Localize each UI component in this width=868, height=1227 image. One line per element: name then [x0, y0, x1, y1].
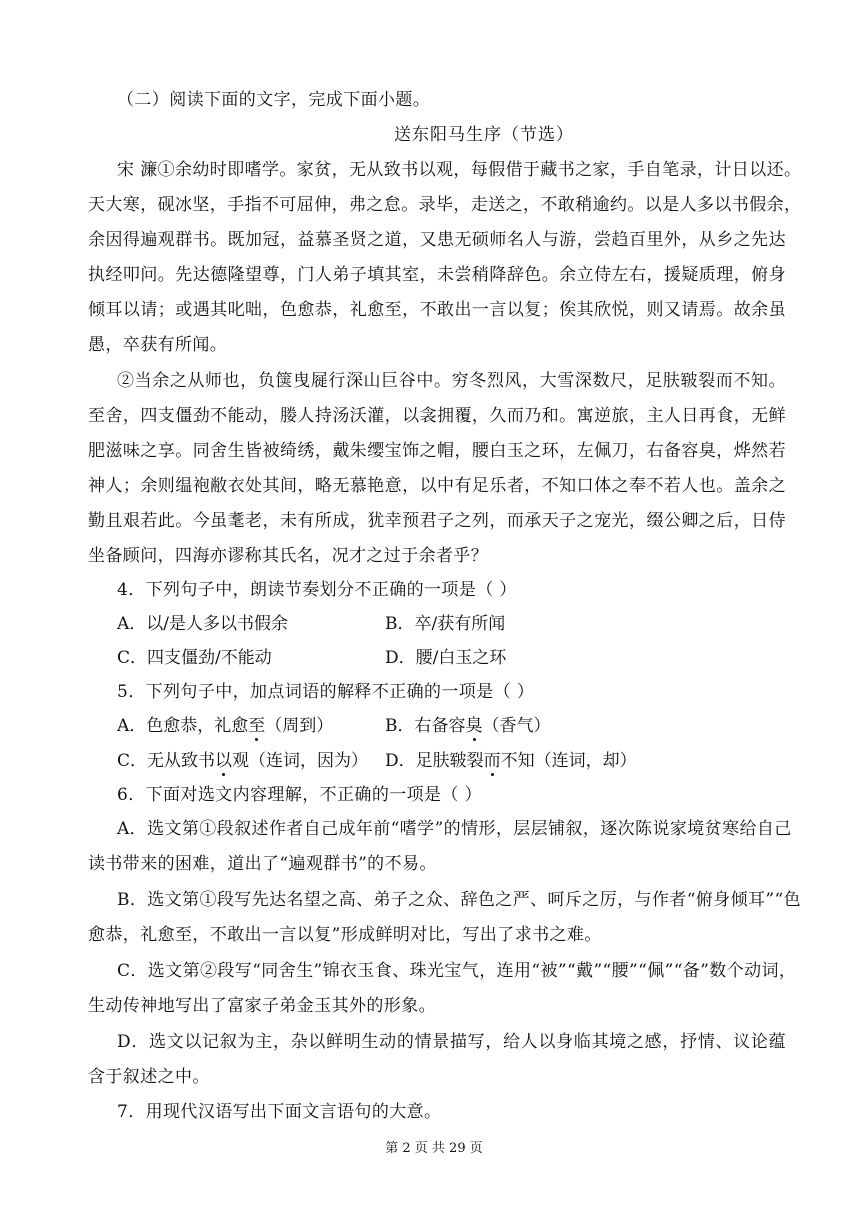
emphasis-dot-word: 臭 [465, 716, 483, 736]
question-5-option-a [117, 715, 333, 737]
paragraph-1-line-1: 宋 濂①余幼时即嗜学。家贫，无从致书以观，每假借于藏书之家，手自笔录，计日以还。 [117, 160, 802, 180]
question-6-option-b-line-1: B．选文第①段写先达名望之高、弟子之众、辞色之严、呵斥之厉，与作者“俯身倾耳”“色 [117, 890, 801, 910]
question-4-option-a: A．以/是人多以书假余 [117, 614, 289, 634]
option-gloss: 观（连词，因为） [232, 751, 369, 771]
option-gloss: 不知（连词，却） [500, 751, 637, 771]
page-footer: 第 2 页 共 29 页 [385, 1141, 483, 1156]
question-6-option-c-line-2: 生动传神地写出了富家子弟金玉其外的形象。 [88, 996, 436, 1016]
emphasis-dot-word: 而 [483, 751, 501, 771]
question-5-option-b [385, 715, 551, 737]
paragraph-2-line-2: 至舍，四支僵劲不能动，媵人持汤沃灌，以衾拥覆，久而乃和。寓逆旅，主人日再食，无鲜 [88, 406, 786, 426]
question-6-stem: 6．下面对选文内容理解，不正确的一项是（ ） [117, 785, 483, 805]
paragraph-1-line-3: 余因得遍观群书。既加冠，益慕圣贤之道，又患无硕师名人与游，尝趋百里外，从乡之先达 [88, 230, 786, 250]
paragraph-1-line-6: 愚，卒获有所闻。 [88, 335, 228, 355]
question-6-option-d-line-2: 含于叙述之中。 [88, 1067, 210, 1087]
question-4-stem: 4．下列句子中，朗读节奏划分不正确的一项是（ ） [117, 580, 517, 600]
paragraph-2-line-1: ②当余之从师也，负箧曳屣行深山巨谷中。穷冬烈风，大雪深数尺，足肤皲裂而不知。 [117, 371, 786, 391]
option-text: C．无从致书 [117, 751, 216, 771]
question-6-option-a-line-2: 读书带来的困难，道出了“遍观群书”的不易。 [88, 854, 437, 874]
question-5-option-c [117, 750, 368, 772]
option-text: B．右备容 [385, 716, 466, 736]
question-6-option-a-line-1: A．选文第①段叙述作者自己成年前“嗜学”的情形，层层铺叙，逐次陈说家境贫寒给自己 [117, 819, 792, 839]
question-7-stem: 7．用现代汉语写出下面文言语句的大意。 [117, 1102, 442, 1122]
question-6-option-b-line-2: 愈恭，礼愈至，不敢出一言以复”形成鲜明对比，写出了求书之难。 [88, 925, 602, 945]
emphasis-dot-word: 至 [248, 716, 266, 736]
question-4-option-d: D．腰/白玉之环 [385, 648, 507, 668]
question-6-option-c-line-1: C．选文第②段写“同舍生”锦衣玉食、珠光宝气，连用“被”“戴”“腰”“佩”“备”数个动词， [117, 961, 797, 981]
paragraph-2-line-3: 肥滋味之享。同舍生皆被绮绣，戴朱缨宝饰之帽，腰白玉之环，左佩刀，右备容臭，烨然若 [88, 441, 786, 461]
question-5-stem: 5．下列句子中，加点词语的解释不正确的一项是（ ） [117, 682, 535, 702]
article-title: 送东阳马生序（节选） [394, 125, 574, 145]
paragraph-2-line-6: 坐备顾问，四海亦谬称其氏名，况才之过于余者乎？ [88, 546, 489, 566]
question-4-option-c: C．四支僵劲/不能动 [117, 648, 272, 668]
paragraph-1-line-2: 天大寒，砚冰坚，手指不可屈伸，弗之怠。录毕，走送之，不敢稍逾约。以是人多以书假余， [88, 195, 802, 215]
option-text: A．色愈恭，礼愈 [117, 716, 249, 736]
question-5-option-d [385, 750, 637, 772]
option-gloss: （香气） [482, 716, 551, 736]
option-text: D．足肤皲裂 [385, 751, 484, 771]
paragraph-2-line-5: 勤且艰若此。今虽耄老，未有所成，犹幸预君子之列，而承天子之宠光，缀公卿之后，日侍 [88, 511, 786, 531]
emphasis-dot-word: 以 [215, 751, 233, 771]
option-gloss: （周到） [265, 716, 334, 736]
section-heading: （二）阅读下面的文字，完成下面小题。 [117, 90, 431, 110]
question-4-option-b: B．卒/获有所闻 [385, 614, 506, 634]
paragraph-1-line-5: 倾耳以请；或遇其叱咄，色愈恭，礼愈至，不敢出一言以复；俟其欣悦，则又请焉。故余虽 [88, 300, 786, 320]
paragraph-2-line-4: 神人；余则缊袍敝衣处其间，略无慕艳意，以中有足乐者，不知口体之奉不若人也。盖余之 [88, 476, 786, 496]
paragraph-1-line-4: 执经叩问。先达德隆望尊，门人弟子填其室，未尝稍降辞色。余立侍左右，援疑质理，俯身 [88, 265, 786, 285]
question-6-option-d-line-1: D．选文以记叙为主，杂以鲜明生动的情景描写，给人以身临其境之感，抒情、议论蕴 [117, 1032, 786, 1052]
